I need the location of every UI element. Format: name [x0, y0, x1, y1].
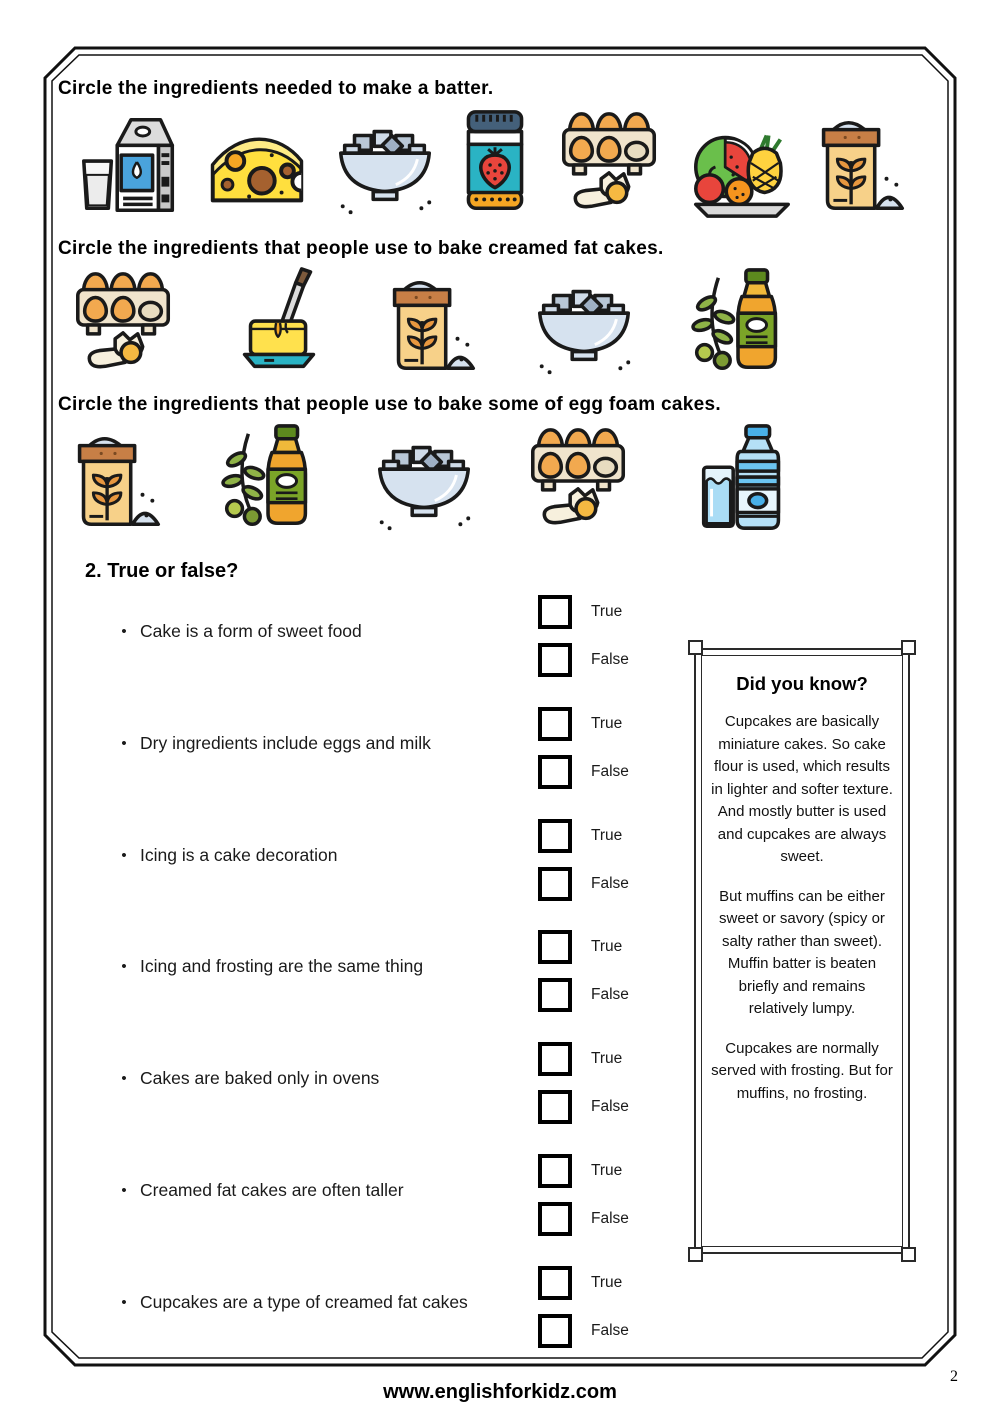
jam-jar-icon[interactable] — [439, 106, 551, 224]
bullet: • — [121, 623, 127, 640]
did-you-know-title: Did you know? — [736, 673, 868, 694]
fruit-plate-icon[interactable] — [686, 106, 798, 224]
true-label: True — [591, 938, 623, 955]
true-label: True — [591, 1050, 623, 1067]
true-label: True — [591, 1162, 623, 1179]
did-you-know-paragraph-2: But muffins can be either sweet or savory (spicy or salty rather than sweet). Muffin batter is beaten briefly and remains relatively lumpy. — [719, 887, 885, 1017]
true-label: True — [591, 827, 623, 844]
false-label: False — [591, 875, 629, 892]
sugar-bowl-icon[interactable] — [329, 106, 441, 224]
butter-icon[interactable] — [225, 266, 337, 384]
quiz-row-2 — [0, 697, 690, 809]
did-you-know-paragraph-3: Cupcakes are normally served with frosting. But for muffins, no frosting. — [711, 1039, 893, 1102]
olive-oil-icon[interactable] — [213, 422, 325, 540]
question-text: Icing and frosting are the same thing — [140, 956, 424, 976]
section1-heading: Circle the ingredients needed to make a batter. — [58, 78, 494, 99]
true-label: True — [591, 715, 623, 732]
flour-bag-icon[interactable] — [373, 266, 485, 384]
bullet: • — [121, 847, 127, 864]
question-text: Cakes are baked only in ovens — [140, 1068, 380, 1088]
frame-corner-ornament — [688, 640, 703, 655]
egg-carton-icon[interactable] — [523, 422, 635, 540]
did-you-know-paragraph-1: Cupcakes are basically miniature cakes. So cake flour is used, which results in lighter and softer texture. And mostly butter is used and cupcakes are always sweet. — [711, 713, 893, 865]
true-checkbox-5[interactable] — [538, 1042, 572, 1076]
question-text: Dry ingredients include eggs and milk — [140, 733, 431, 753]
true-checkbox-1[interactable] — [538, 595, 572, 629]
bullet: • — [121, 1182, 127, 1199]
egg-carton-icon[interactable] — [554, 106, 666, 224]
quiz-row-1 — [0, 585, 690, 697]
water-bottle-icon[interactable] — [688, 422, 800, 540]
frame-corner-ornament — [901, 1247, 916, 1262]
false-label: False — [591, 763, 629, 780]
false-checkbox-5[interactable] — [538, 1090, 572, 1124]
quiz-row-5 — [0, 1032, 690, 1144]
milk-icon[interactable] — [74, 106, 186, 224]
bullet: • — [121, 958, 127, 975]
true-checkbox-3[interactable] — [538, 819, 572, 853]
false-label: False — [591, 1210, 629, 1227]
section3-heading: Circle the ingredients that people use to bake some of egg foam cakes. — [58, 394, 721, 415]
true-checkbox-7[interactable] — [538, 1266, 572, 1300]
question-text: Cupcakes are a type of creamed fat cakes — [140, 1292, 468, 1312]
quiz-row-7 — [0, 1256, 690, 1368]
false-checkbox-4[interactable] — [538, 978, 572, 1012]
olive-oil-icon[interactable] — [683, 266, 795, 384]
bullet: • — [121, 1070, 127, 1087]
section2-heading: Circle the ingredients that people use to bake creamed fat cakes. — [58, 238, 664, 259]
egg-carton-icon[interactable] — [68, 266, 180, 384]
sugar-bowl-icon[interactable] — [368, 422, 480, 540]
false-checkbox-6[interactable] — [538, 1202, 572, 1236]
quiz-row-6 — [0, 1144, 690, 1256]
false-label: False — [591, 986, 629, 1003]
frame-corner-ornament — [901, 640, 916, 655]
question-text: Cake is a form of sweet food — [140, 621, 362, 641]
false-label: False — [591, 651, 629, 668]
quiz-row-4 — [0, 920, 690, 1032]
bullet: • — [121, 1294, 127, 1311]
true-checkbox-2[interactable] — [538, 707, 572, 741]
true-label: True — [591, 1274, 623, 1291]
false-checkbox-3[interactable] — [538, 867, 572, 901]
flour-bag-icon[interactable] — [802, 106, 914, 224]
false-checkbox-1[interactable] — [538, 643, 572, 677]
did-you-know-box — [694, 648, 910, 1254]
page-number: 2 — [950, 1368, 958, 1385]
question-text: Creamed fat cakes are often taller — [140, 1180, 404, 1200]
quiz-row-3 — [0, 809, 690, 921]
true-checkbox-4[interactable] — [538, 930, 572, 964]
true-label: True — [591, 603, 623, 620]
false-checkbox-7[interactable] — [538, 1314, 572, 1348]
cheese-icon[interactable] — [201, 106, 313, 224]
true-checkbox-6[interactable] — [538, 1154, 572, 1188]
false-label: False — [591, 1098, 629, 1115]
bullet: • — [121, 735, 127, 752]
website-url: www.englishforkidz.com — [383, 1381, 617, 1403]
false-label: False — [591, 1322, 629, 1339]
question-text: Icing is a cake decoration — [140, 845, 338, 865]
flour-bag-icon[interactable] — [58, 422, 170, 540]
false-checkbox-2[interactable] — [538, 755, 572, 789]
frame-corner-ornament — [688, 1247, 703, 1262]
sugar-bowl-icon[interactable] — [528, 266, 640, 384]
quiz-heading: 2. True or false? — [85, 560, 239, 582]
